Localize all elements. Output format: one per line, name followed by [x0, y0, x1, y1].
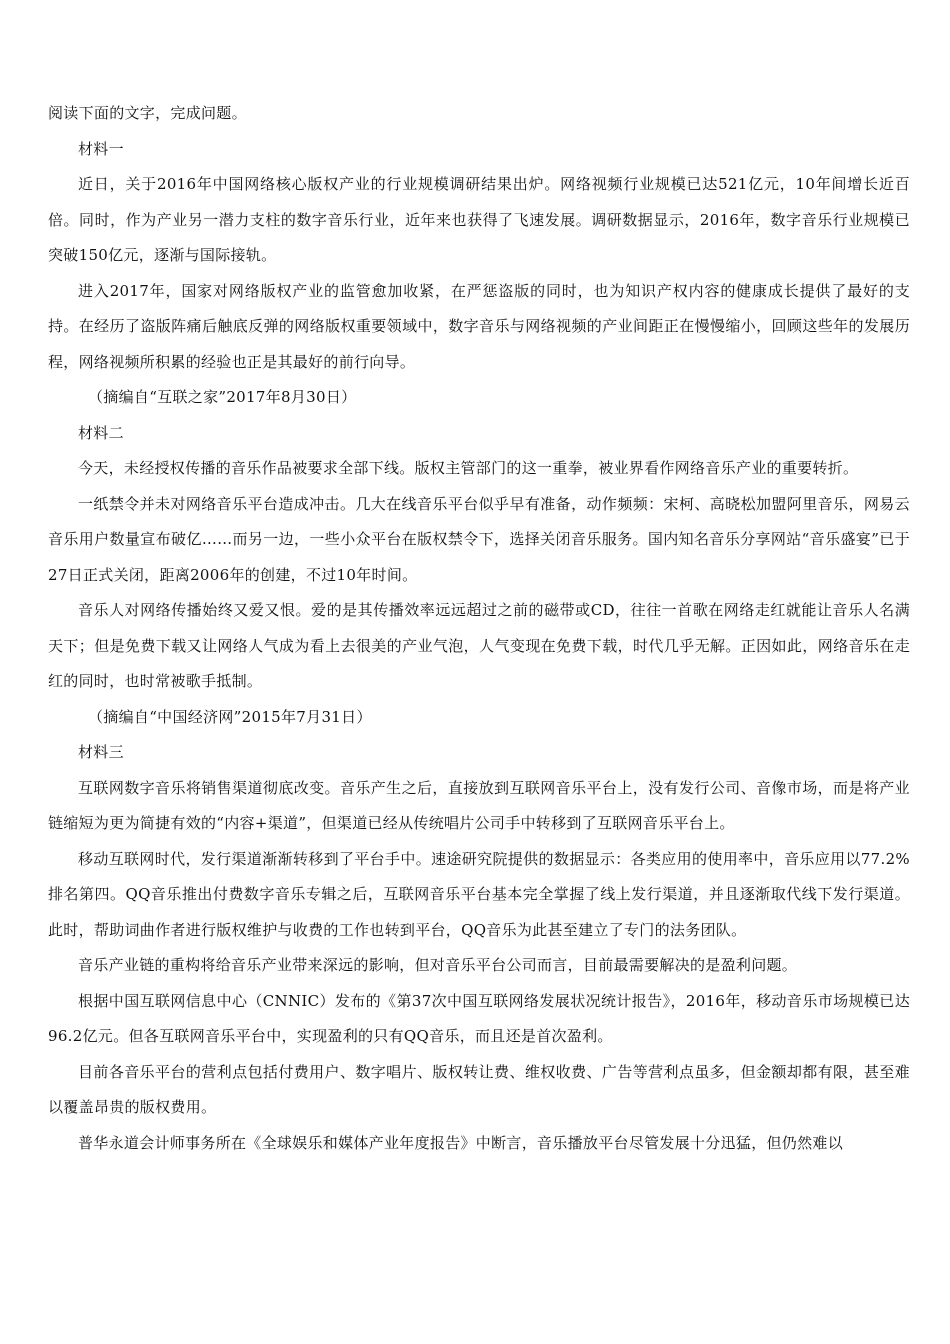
instruction-text: 阅读下面的文字，完成问题。 [48, 104, 247, 122]
material-2-paragraph: 音乐人对网络传播始终又爱又恨。爱的是其传播效率远远超过之前的磁带或CD，往往一首歌在网络走红就能让音乐人名满天下；但是免费下载又让网络人气成为看上去很美的产业气泡，人气变现在免费下载，时代几乎无解。正因如此，网络音乐在走红的同时，也时常被歌手抵制。 [48, 601, 910, 690]
document-page [48, 96, 910, 1161]
material-3-paragraph: 音乐产业链的重构将给音乐产业带来深远的影响，但对音乐平台公司而言，目前最需要解决的是盈利问题。 [78, 956, 798, 974]
material-2-heading: 材料二 [78, 423, 124, 442]
material-3-paragraph: 目前各音乐平台的营利点包括付费用户、数字唱片、版权转让费、维权收费、广告等营利点虽多，但金额却都有限，甚至难以覆盖昂贵的版权费用。 [48, 1062, 910, 1116]
material-1-paragraph: 近日，关于2016年中国网络核心版权产业的行业规模调研结果出炉。网络视频行业规模已达521亿元，10年间增长近百倍。同时，作为产业另一潜力支柱的数字音乐行业，近年来也获得了飞速发展。调研数据显示，2016年，数字音乐行业规模已突破150亿元，逐渐与国际接轨。 [48, 175, 910, 264]
material-2-paragraph: 今天，未经授权传播的音乐作品被要求全部下线。版权主管部门的这一重拳，被业界看作网络音乐产业的重要转折。 [78, 459, 859, 477]
material-3-paragraph: 普华永道会计师事务所在《全球娱乐和媒体产业年度报告》中断言，音乐播放平台尽管发展十分迅猛，但仍然难以 [78, 1133, 844, 1152]
material-3-paragraph: 移动互联网时代，发行渠道渐渐转移到了平台手中。速途研究院提供的数据显示：各类应用的使用率中，音乐应用以77.2%排名第四。QQ音乐推出付费数字音乐专辑之后，互联网音乐平台基本完全掌握了线上发行渠道，并且逐渐取代线下发行渠道。此时，帮助词曲作者进行版权维护与收费的工作也转到平台，QQ音乐为此甚至建立了专门的法务团队。 [48, 849, 910, 939]
material-2-paragraph: 一纸禁令并未对网络音乐平台造成冲击。几大在线音乐平台似乎早有准备，动作频频：宋柯、高晓松加盟阿里音乐，网易云音乐用户数量宣布破亿……而另一边，一些小众平台在版权禁令下，选择关闭音乐服务。国内知名音乐分享网站“音乐盛宴”已于27日正式关闭，距离2006年的创建，不过10年时间。 [48, 494, 910, 584]
material-1-heading: 材料一 [78, 139, 124, 158]
material-3-paragraph: 互联网数字音乐将销售渠道彻底改变。音乐产生之后，直接放到互联网音乐平台上，没有发行公司、音像市场，而是将产业链缩短为更为简捷有效的“内容+渠道”，但渠道已经从传统唱片公司手中转移到了互联网音乐平台上。 [48, 778, 910, 832]
material-2-source: （摘编自“中国经济网”2015年7月31日） [88, 707, 372, 726]
material-1-source: （摘编自“互联之家”2017年8月30日） [88, 388, 357, 406]
material-1-paragraph: 进入2017年，国家对网络版权产业的监管愈加收紧，在严惩盗版的同时，也为知识产权内容的健康成长提供了最好的支持。在经历了盗版阵痛后触底反弹的网络版权重要领域中，数字音乐与网络视频的产业间距正在慢慢缩小，回顾这些年的发展历程，网络视频所积累的经验也正是其最好的前行向导。 [48, 281, 910, 371]
material-3-paragraph: 根据中国互联网信息中心（CNNIC）发布的《第37次中国互联网络发展状况统计报告》，2016年，移动音乐市场规模已达96.2亿元。但各互联网音乐平台中，实现盈利的只有QQ音乐，而且还是首次盈利。 [48, 991, 910, 1045]
material-3-heading: 材料三 [78, 743, 124, 761]
